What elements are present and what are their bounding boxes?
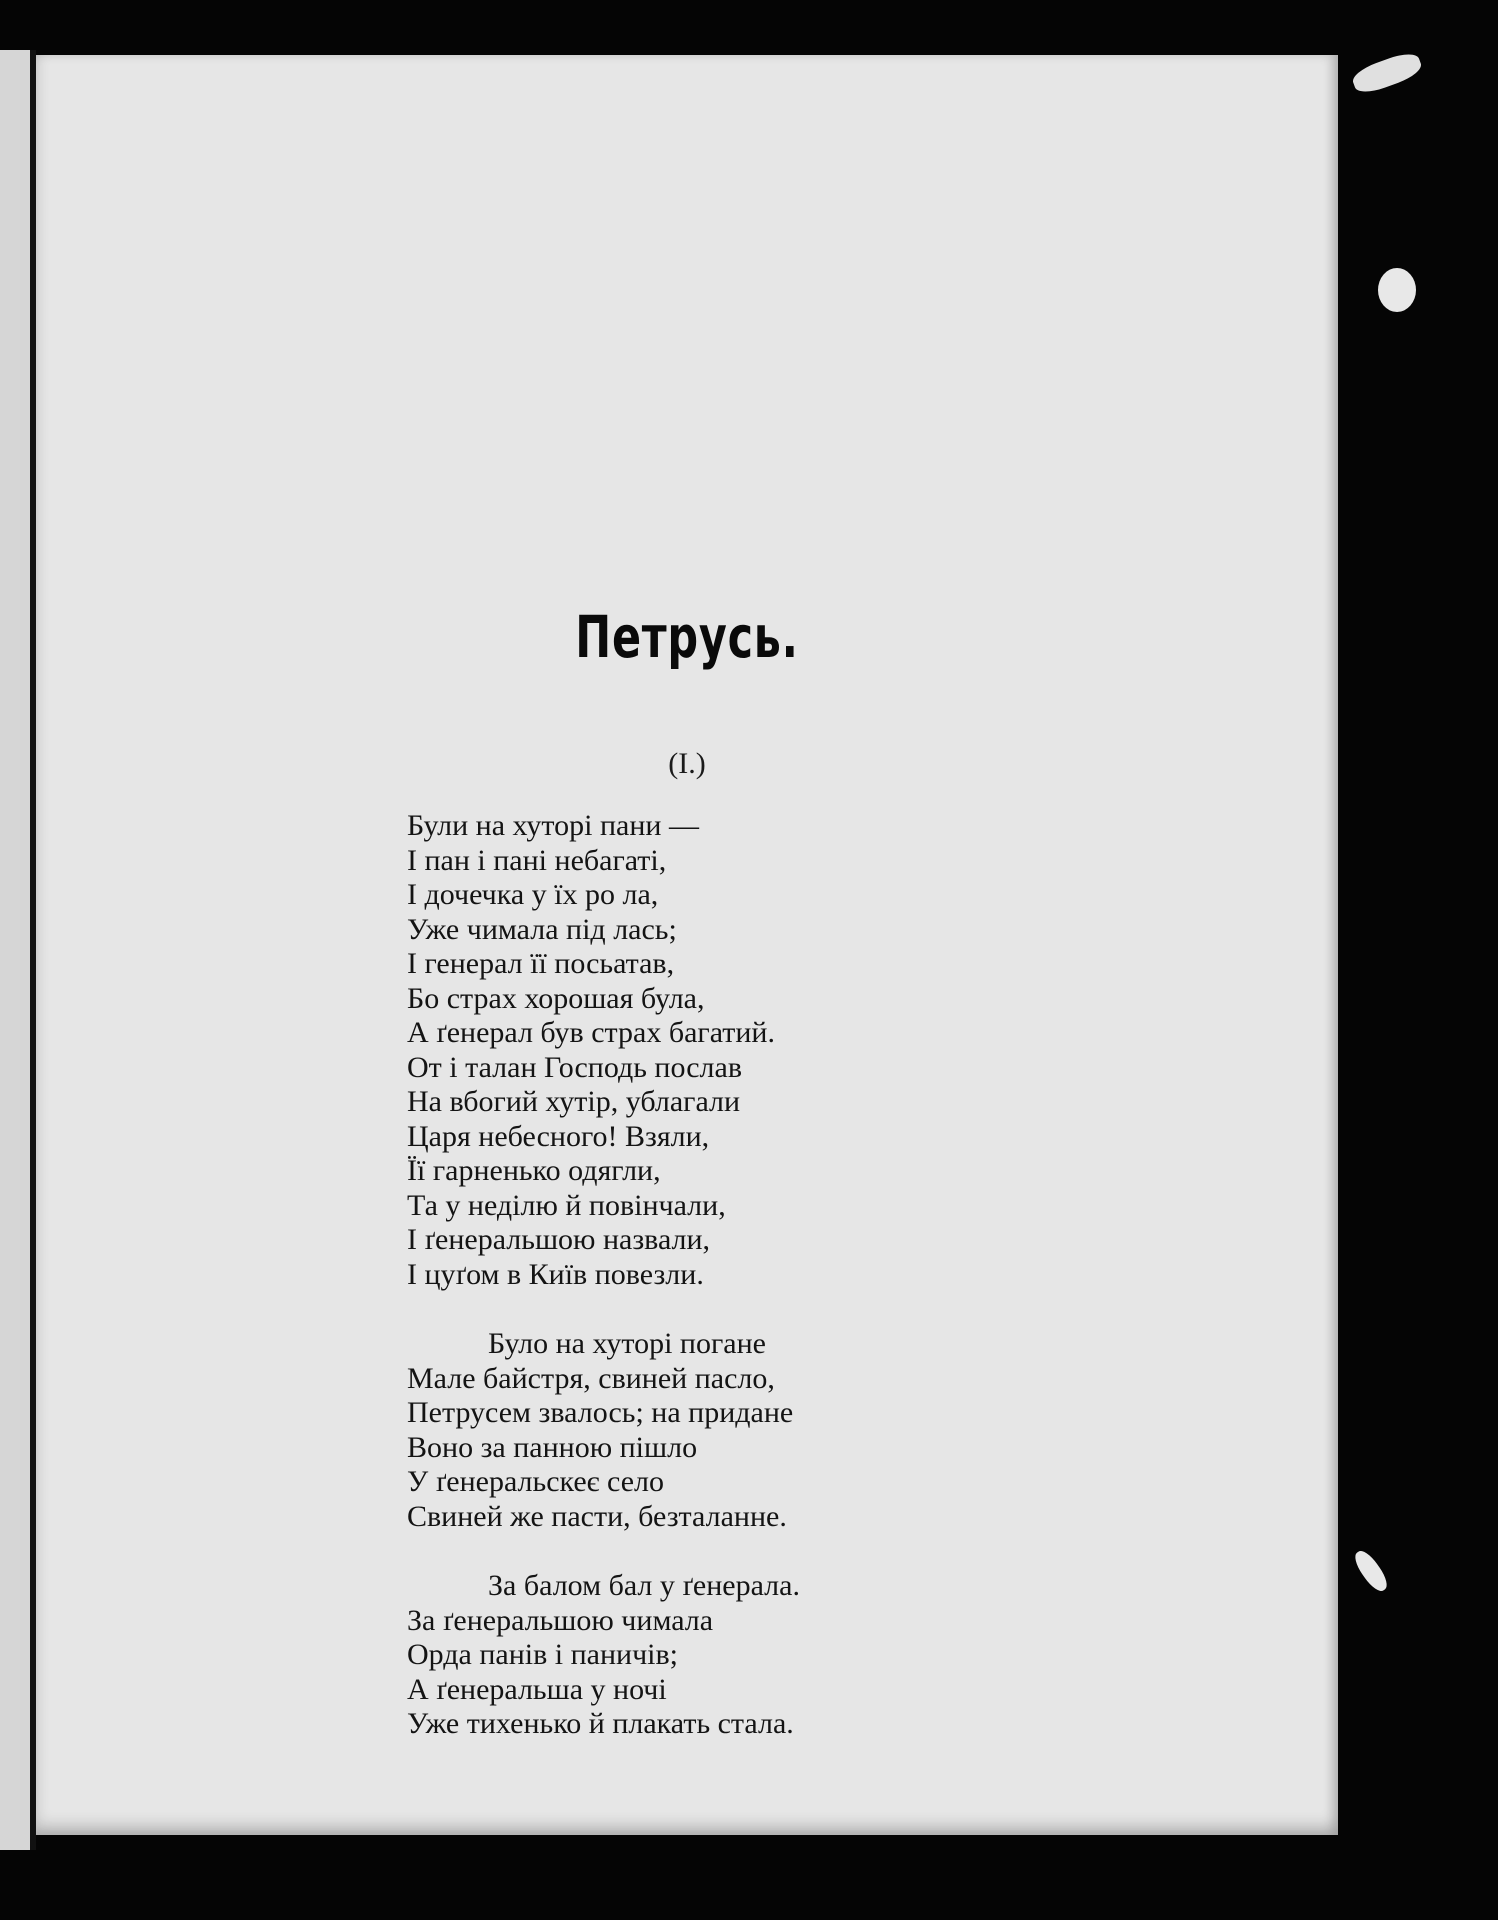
poem-line: Бо страх хорошая була, [407, 981, 705, 1015]
poem-line: Були на хуторі пани — [407, 809, 699, 842]
poem-line: От і талан Господь послав [407, 1050, 742, 1084]
poem-title: Петрусь. [575, 603, 799, 671]
poem-line: І ґенеральшою назвали, [407, 1223, 711, 1256]
poem-line: А ґенерал був страх багатий. [407, 1016, 775, 1049]
facing-page-edge [0, 50, 30, 1850]
poem-line: Уже тихенько й плакать стала. [407, 1707, 794, 1740]
scan-artifact [1350, 49, 1425, 97]
poem-line: Петрусем звалось; на придане [407, 1396, 794, 1429]
book-page [36, 55, 1338, 1835]
poem-line: У ґенеральскеє село [407, 1465, 664, 1498]
stanza [407, 1569, 1127, 1742]
poem-line: І дочечка у їх ро ла, [407, 878, 659, 911]
poem-line: Уже чимала під лась; [407, 912, 677, 946]
poem-line: На вбогий хутір, ублагали [407, 1085, 741, 1118]
stanza [407, 1327, 1127, 1534]
stanza [407, 809, 1127, 1292]
poem-line: За балом бал у ґенерала. [488, 1569, 800, 1602]
poem-line: Орда панів і паничів; [407, 1638, 679, 1671]
poem-line: І генерал її посьатав, [407, 947, 675, 980]
poem-line: І пан і пані небагаті, [407, 843, 667, 877]
poem-line: Мале байстря, свиней пасло, [407, 1361, 775, 1395]
poem-body [407, 809, 1127, 1777]
poem-line: Свиней же пасти, безталанне. [407, 1499, 787, 1533]
scan-artifact [1350, 1547, 1391, 1595]
poem-line: Воно за панною пішло [407, 1430, 698, 1464]
poem-line: Її гарненько одягли, [407, 1154, 661, 1187]
poem-line: І цуґом в Київ повезли. [407, 1257, 704, 1291]
poem-line: Було на хуторі погане [488, 1327, 766, 1360]
poem-line: За ґенеральшою чимала [407, 1603, 714, 1637]
poem-line: А ґенеральша у ночі [407, 1672, 667, 1706]
scan-artifact [1378, 268, 1416, 312]
poem-line: Та у неділю й повінчали, [407, 1188, 726, 1222]
section-number: (I.) [668, 747, 706, 780]
poem-line: Царя небесного! Взяли, [407, 1119, 710, 1153]
